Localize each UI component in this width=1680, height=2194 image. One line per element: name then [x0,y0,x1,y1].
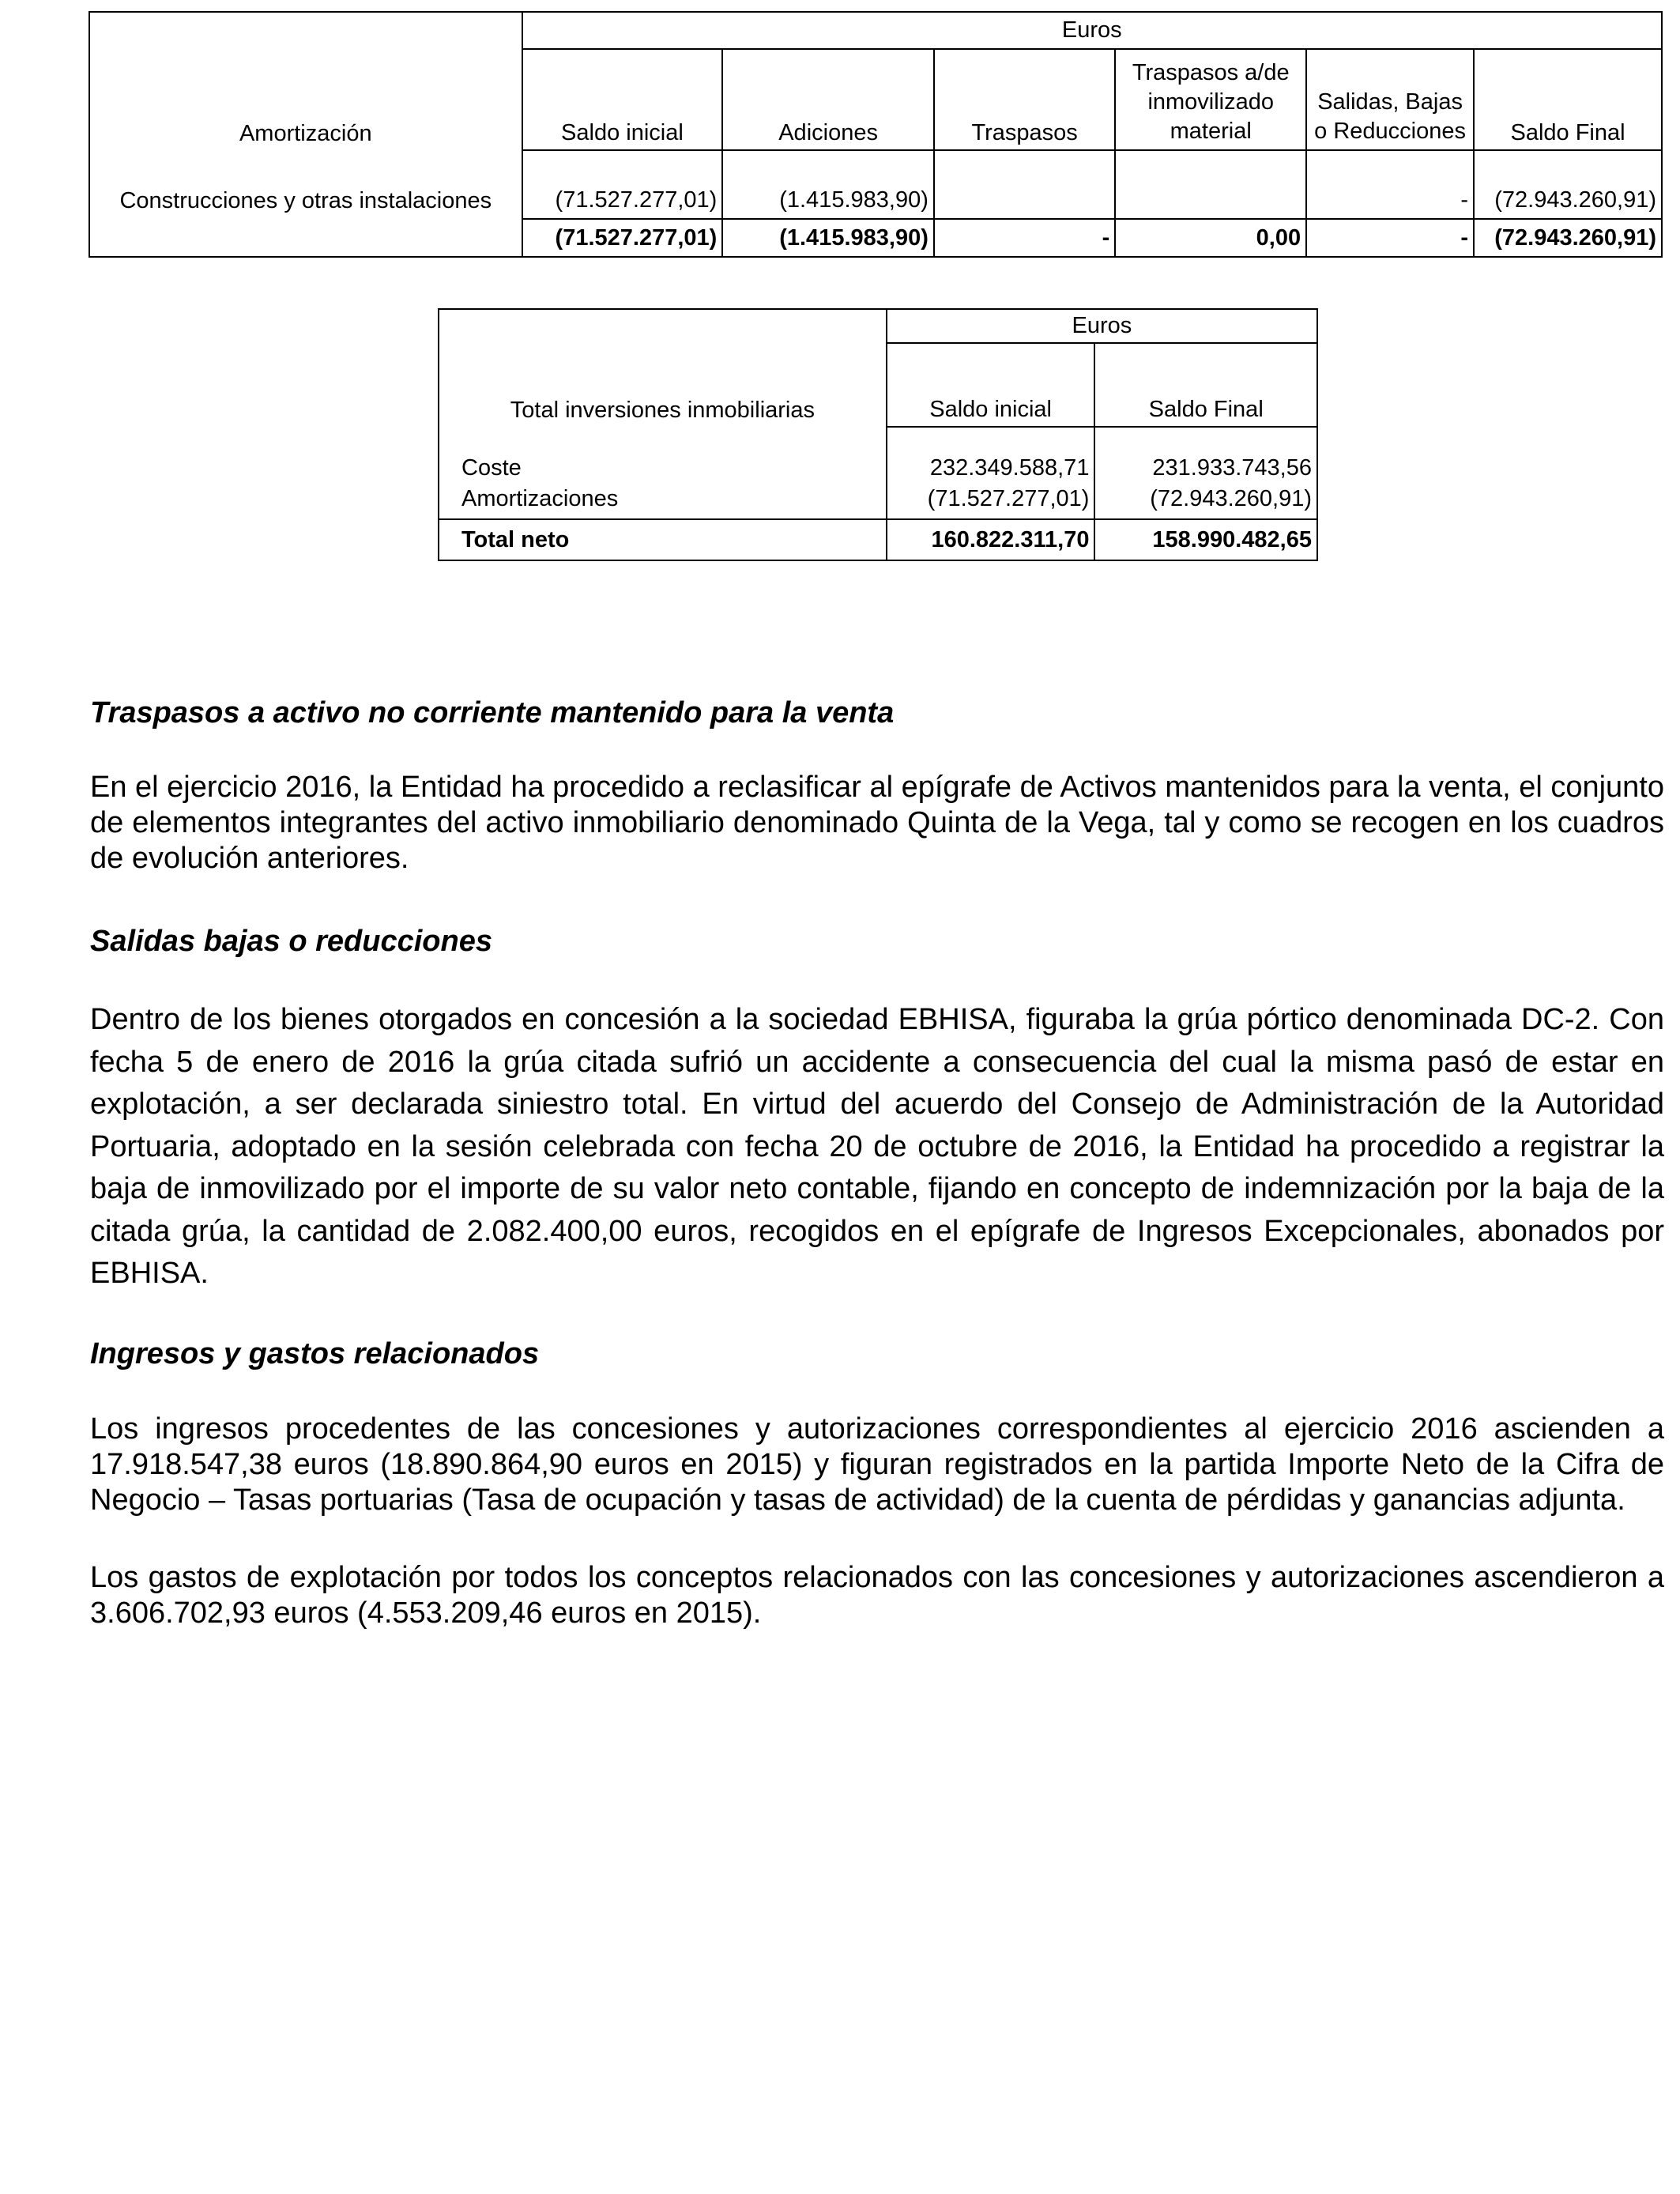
row-amortizaciones-inicial: (71.527.277,01) [887,486,1095,519]
table-row [89,150,1662,219]
header-saldo-final: Saldo Final [1474,49,1662,150]
row-saldo-inicial: (71.527.277,01) [522,150,723,219]
investments-table [438,308,1318,561]
row-adiciones: (1.415.983,90) [722,150,934,219]
header-total-inversiones: Total inversiones inmobiliarias [439,309,887,427]
section-traspasos-body [90,770,1664,876]
total-row [439,519,1317,560]
paragraph: En el ejercicio 2016, la Entidad ha procedido a reclasificar al epígrafe de Activos mantenidos para la venta, el conjunto de elementos integrantes del activo inmobiliario denominado Quinta de la Vega, tal y como se recogen en los cuadros de evolución anteriores. [90,771,1664,875]
header-amortizacion: Amortización [89,12,522,150]
section-heading: Ingresos y gastos relacionados [90,1337,540,1370]
section-salidas-heading [90,922,1664,960]
total-traspasos-inmovilizado: 0,00 [1115,219,1306,257]
paragraph: Dentro de los bienes otorgados en concesión a la sociedad EBHISA, figuraba la grúa pórtico denominada DC-2. Con fecha 5 de enero de 2016 la grúa citada sufrió un accidente a consecuencia del cual la misma pasó de estar en explotación, a ser declarada siniestro total. En virtud del acuerdo del Consejo de Administración de la Autoridad Portuaria, adoptado en la sesión celebrada con fecha 20 de octubre de 2016, la Entidad ha procedido a registrar la baja de inmovilizado por el importe de su valor neto contable, fijando en concepto de indemnización por la baja de la citada grúa, la cantidad de 2.082.400,00 euros, recogidos en el epígrafe de Ingresos Excepcionales, abonados por EBHISA. [90,1003,1664,1290]
total-neto-inicial: 160.822.311,70 [887,519,1095,560]
header-adiciones: Adiciones [722,49,934,150]
section-traspasos-heading [90,694,1664,732]
header-salidas-line1: Salidas, Bajas [1317,89,1463,115]
header-saldo-final-2: Saldo Final [1094,343,1317,427]
header-traspasos-inmovilizado [1115,49,1306,150]
row-saldo-final: (72.943.260,91) [1474,150,1662,219]
row-label-coste: Coste [439,427,887,486]
header-euros-2: Euros [887,309,1317,343]
total-neto-label: Total neto [439,519,887,560]
amortization-table [89,11,1663,258]
header-euros: Euros [522,12,1662,49]
section-heading: Salidas bajas o reducciones [90,925,492,958]
header-traspasos-inmov-line2: inmovilizado [1147,89,1275,115]
total-concept-empty [89,219,522,257]
section-ingresos-body [90,1412,1664,1631]
row-coste-final: 231.933.743,56 [1094,427,1317,486]
paragraph: Los gastos de explotación por todos los conceptos relacionados con las concesiones y autorizaciones ascendieron a 3.606.702,93 euros (4.553.209,46 euros en 2015). [90,1561,1664,1630]
header-saldo-inicial-2: Saldo inicial [887,343,1095,427]
header-traspasos-inmov-line1: Traspasos a/de [1132,60,1290,85]
header-salidas [1306,49,1474,150]
total-saldo-inicial: (71.527.277,01) [522,219,723,257]
header-traspasos-inmov-line3: material [1170,119,1252,144]
row-traspasos [934,150,1115,219]
section-salidas-body [90,999,1664,1295]
section-ingresos-heading [90,1335,1664,1373]
table-row [439,486,1317,519]
total-traspasos: - [934,219,1115,257]
row-traspasos-inmovilizado [1115,150,1306,219]
row-coste-inicial: 232.349.588,71 [887,427,1095,486]
row-label-amortizaciones: Amortizaciones [439,486,887,519]
total-row [89,219,1662,257]
table-row [439,427,1317,486]
row-amortizaciones-final: (72.943.260,91) [1094,486,1317,519]
header-traspasos: Traspasos [934,49,1115,150]
total-saldo-final: (72.943.260,91) [1474,219,1662,257]
row-salidas: - [1306,150,1474,219]
total-salidas: - [1306,219,1474,257]
total-adiciones: (1.415.983,90) [722,219,934,257]
section-heading: Traspasos a activo no corriente mantenido para la venta [90,696,895,729]
row-concept: Construcciones y otras instalaciones [89,150,522,219]
header-salidas-line2: o Reducciones [1314,119,1467,144]
total-neto-final: 158.990.482,65 [1094,519,1317,560]
paragraph: Los ingresos procedentes de las concesiones y autorizaciones correspondientes al ejercicio 2016 ascienden a 17.918.547,38 euros (18.890.864,90 euros en 2015) y figuran registrados en la partida Importe Neto de la Cifra de Negocio – Tasas portuarias (Tasa de ocupación y tasas de actividad) de la cuenta de pérdidas y ganancias adjunta. [90,1412,1664,1517]
header-saldo-inicial: Saldo inicial [522,49,723,150]
